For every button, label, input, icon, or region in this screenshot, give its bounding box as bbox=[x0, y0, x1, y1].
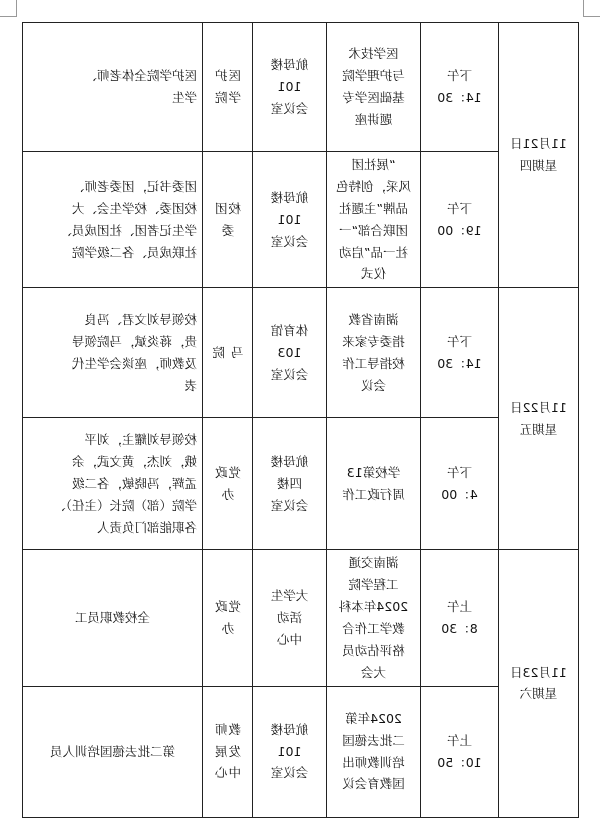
attendees-cell: 团委书记，团委老师、 校团委、校学生会、大 学生记者团、社团成员、 社联成员、各二级学院 bbox=[23, 152, 203, 288]
content-cell: 湖南省教 指委专家来 校指导工作 会议 bbox=[327, 288, 421, 418]
host-cell: 教师 发展 中心 bbox=[203, 686, 253, 817]
schedule-table bbox=[22, 22, 579, 818]
date-cell: 11月23日 星期六 bbox=[499, 550, 579, 817]
content-cell: 湖南交通 工程学院 2024年本科 教学工作合 格评估动员 大会 bbox=[327, 550, 421, 686]
table-row bbox=[23, 550, 579, 686]
attendees-cell: 医护学院全体老师、 学生 bbox=[23, 23, 203, 152]
host-cell: 党政办 bbox=[203, 550, 253, 686]
time-cell: 下午 14：30 bbox=[421, 23, 499, 152]
table-row bbox=[23, 152, 579, 288]
attendees-cell: 全校教职员工 bbox=[23, 550, 203, 686]
host-cell: 马 院 bbox=[203, 288, 253, 418]
table-row bbox=[23, 418, 579, 550]
place-cell: 航母楼 101 会议室 bbox=[253, 152, 327, 288]
date-cell: 11月21日 星期四 bbox=[499, 23, 579, 288]
table-row bbox=[23, 686, 579, 817]
host-cell: 医护 学院 bbox=[203, 23, 253, 152]
host-cell: 校团委 bbox=[203, 152, 253, 288]
date-cell: 11月22日 星期五 bbox=[499, 288, 579, 550]
attendees-cell: 第二批去德国培训人员 bbox=[23, 686, 203, 817]
place-cell: 航母楼 四楼 会议室 bbox=[253, 418, 327, 550]
content-cell: 2024年第 二批去德国 培训教师出 国教育会议 bbox=[327, 686, 421, 817]
place-cell: 体育馆 103 会议室 bbox=[253, 288, 327, 418]
attendees-cell: 校领导刘耀主，刘平 娥，刘杰，黄文武，余 孟辉，冯晓敏，各二级 学院（部）院长（主任）、 各职能部门负责人 bbox=[23, 418, 203, 550]
place-cell: 航母楼 101 会议室 bbox=[253, 686, 327, 817]
content-cell: 学校第13 周行政工作 bbox=[327, 418, 421, 550]
crop-mark-right bbox=[583, 0, 600, 17]
time-cell: 下午 14：30 bbox=[421, 288, 499, 418]
place-cell: 航母楼 101 会议室 bbox=[253, 23, 327, 152]
content-cell: “展社团 风采，创特色 品牌”主题社 团联合部“一 社一品”启动 仪式 bbox=[327, 152, 421, 288]
time-cell: 上午 8：30 bbox=[421, 550, 499, 686]
time-cell: 下午 4：00 bbox=[421, 418, 499, 550]
crop-mark-left bbox=[0, 0, 17, 17]
place-cell: 大学生 活动 中心 bbox=[253, 550, 327, 686]
content-cell: 医学技术 与护理学院 基础医学专 题讲座 bbox=[327, 23, 421, 152]
time-cell: 下午 19：00 bbox=[421, 152, 499, 288]
host-cell: 党政办 bbox=[203, 418, 253, 550]
table-row bbox=[23, 288, 579, 418]
table-row bbox=[23, 23, 579, 152]
attendees-cell: 校领导刘文君、冯良 贵，蒋炎斌，马院领导 及教师，座谈会学生代 表 bbox=[23, 288, 203, 418]
time-cell: 上午 10：50 bbox=[421, 686, 499, 817]
